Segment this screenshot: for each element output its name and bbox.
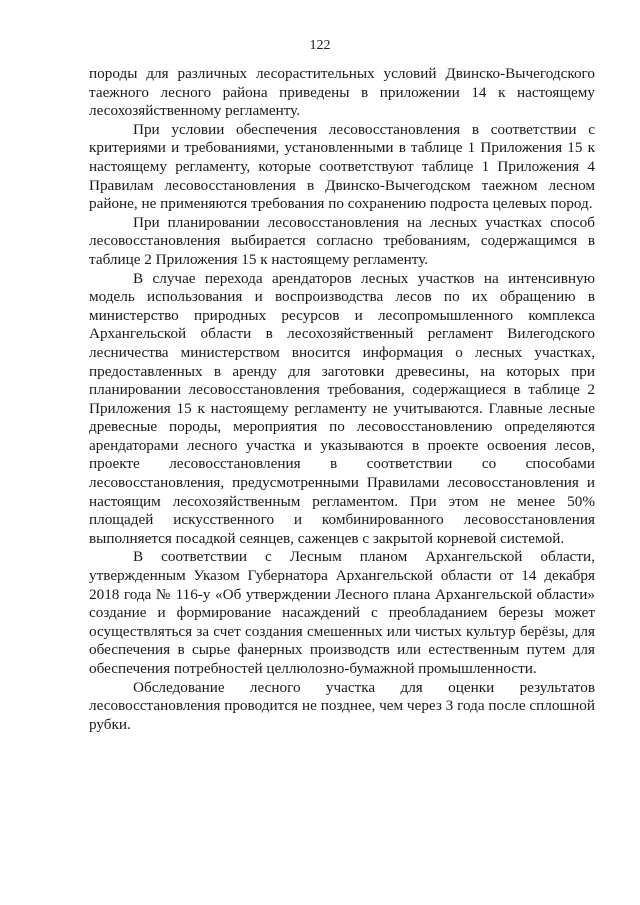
paragraph-3: При планировании лесовосстановления на лесных участках способ лесовосстановления выбирается согласно требованиям, содержащимся в таблице 2 Приложения 15 к настоящему регламенту. bbox=[89, 213, 595, 268]
paragraph-6: Обследование лесного участка для оценки результатов лесовосстановления проводится не позднее, чем через 3 года после сплошной рубки. bbox=[89, 678, 595, 733]
paragraph-5: В соответствии с Лесным планом Архангельской области, утвержденным Указом Губернатора Архангельской области от 14 декабря 2018 года № 116-у «Об утверждении Лесного плана Архангельской области» создание и формирование насаждений с преобладанием березы может осуществляться за счет создания смешенных или чистых культур берёзы, для обеспечения в сырье фанерных производств или естественным путем для обеспечения потребностей целлюлозно-бумажной промышленности. bbox=[89, 548, 595, 677]
paragraph-1: породы для различных лесорастительных условий Двинско-Вычегодского таежного лесного района приведены в приложении 14 к настоящему лесохозяйственному регламенту. bbox=[89, 65, 595, 120]
paragraph-4: В случае перехода арендаторов лесных участков на интенсивную модель использования и воспроизводства лесов по их обращению в министерство природных ресурсов и лесопромышленного комплекса Архангельской области в лесохозяйственный регламент Вилегодского лесничества министерством вносится информация о лесных участках, предоставленных в аренду для заготовки древесины, на которых при планировании лесовосстановления требования, содержащиеся в таблице 2 Приложения 15 к настоящему регламенту не учитываются. Главные лесные древесные породы, мероприятия по лесовосстановлению определяются арендаторами лесного участка и указываются в проекте освоения лесов, проекте лесовосстановления в соответствии со способами лесовосстановления, предусмотренными Правилами лесовосстановления и настоящим лесохозяйственным регламентом. При этом не менее 50% площадей искусственного и комбинированного лесовосстановления выполняется посадкой сеянцев, саженцев с закрытой корневой системой. bbox=[89, 269, 595, 547]
paragraph-2: При условии обеспечения лесовосстановления в соответствии с критериями и требованиями, установленными в таблице 1 Приложения 15 к настоящему регламенту, которые соответствуют таблице 1 Приложения 4 Правилам лесовосстановления в Двинско-Вычегодском таежном лесном районе, не применяются требования по сохранению подроста целевых пород. bbox=[89, 120, 595, 213]
document-body bbox=[89, 65, 595, 734]
page-number: 122 bbox=[309, 38, 331, 53]
